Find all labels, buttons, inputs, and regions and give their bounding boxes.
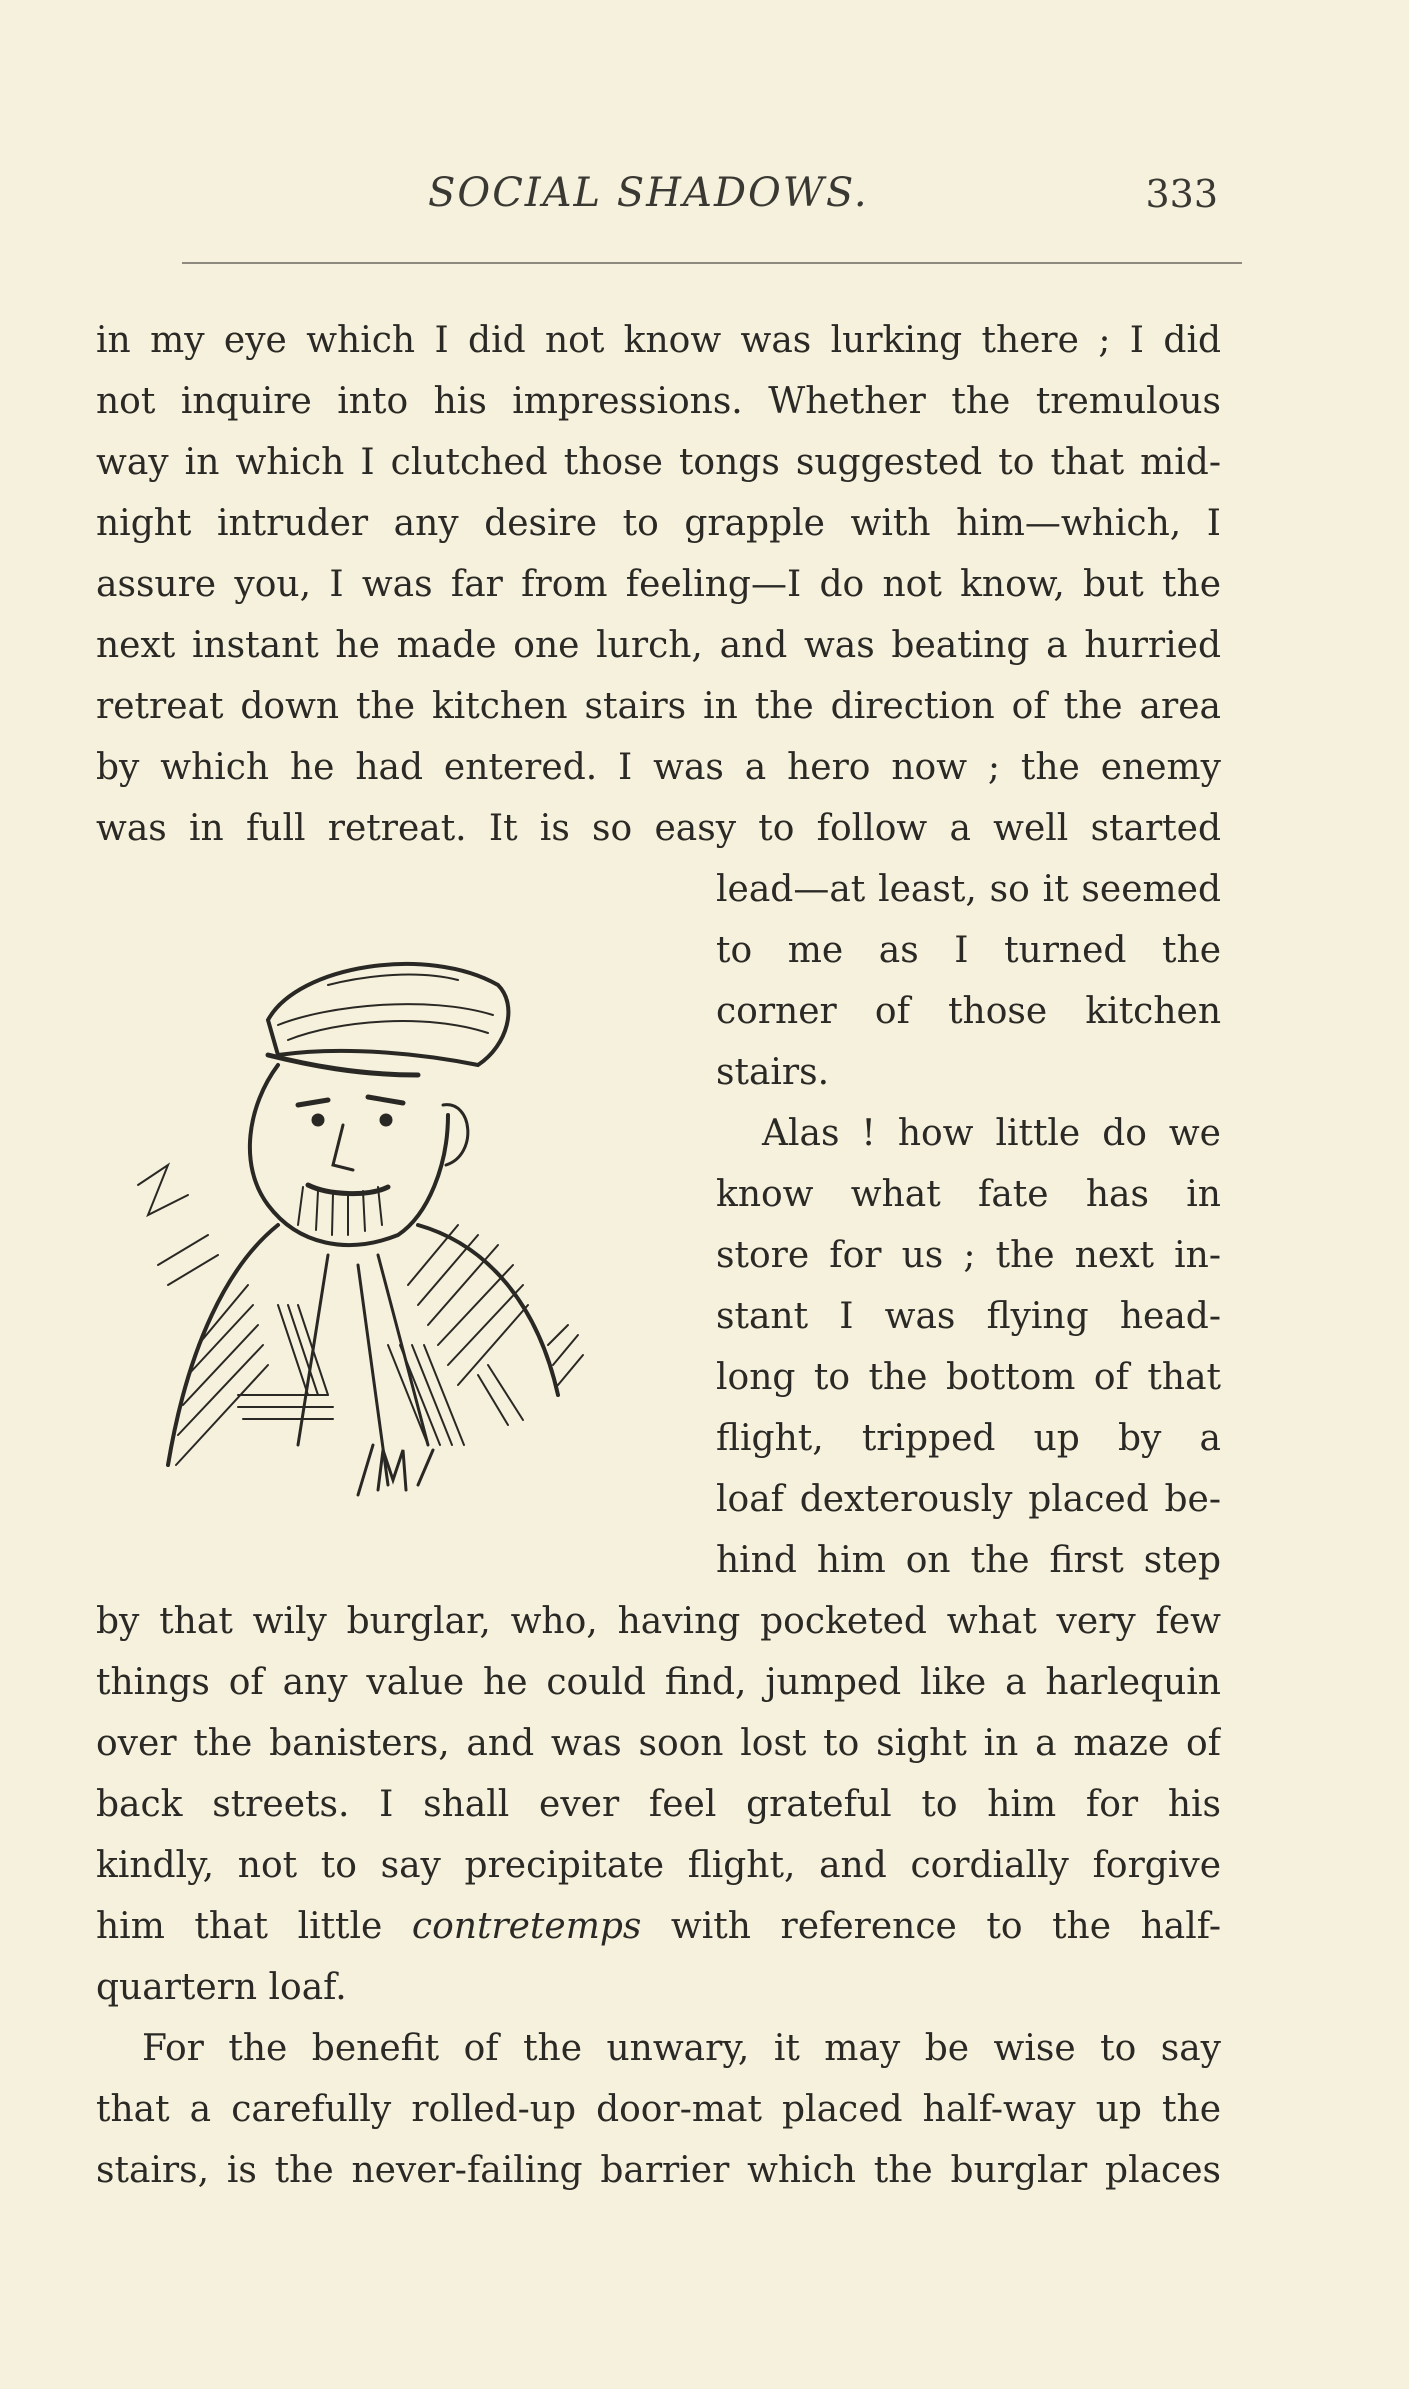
text-line: kindly, not to say precipitate flight, and cordially forgive <box>96 1845 1221 1886</box>
text-line: next instant he made one lurch, and was beating a hurried <box>96 625 1221 666</box>
text-line-narrow: store for us ; the next in- <box>716 1235 1221 1276</box>
text-fragment: with reference to the half- <box>641 1906 1221 1947</box>
text-line: For the benefit of the unwary, it may be wise to say <box>142 2028 1221 2069</box>
text-line: retreat down the kitchen stairs in the direction of the area <box>96 686 1221 727</box>
text-line-narrow: stant I was flying head- <box>716 1296 1221 1337</box>
text-line-narrow: loaf dexterously placed be- <box>716 1479 1221 1520</box>
text-line: by which he had entered. I was a hero now ; the enemy <box>96 747 1221 788</box>
text-line-narrow: corner of those kitchen <box>716 991 1221 1032</box>
text-line: in my eye which I did not know was lurking there ; I did <box>96 320 1221 361</box>
text-line: way in which I clutched those tongs suggested to that mid- <box>96 442 1221 483</box>
text-line-narrow: flight, tripped up by a <box>716 1418 1221 1459</box>
italic-term: contretemps <box>411 1906 642 1947</box>
page-number: 333 <box>1145 172 1218 216</box>
text-fragment: him that little <box>96 1906 412 1947</box>
text-line: stairs, is the never-failing barrier which the burglar places <box>96 2150 1221 2191</box>
text-line-narrow: to me as I turned the <box>716 930 1221 971</box>
text-line: back streets. I shall ever feel grateful to him for his <box>96 1784 1221 1825</box>
header-rule <box>182 262 1242 264</box>
text-line: night intruder any desire to grapple with him—which, I <box>96 503 1221 544</box>
text-line: was in full retreat. It is so easy to follow a well started <box>96 808 1221 849</box>
text-line-narrow: long to the bottom of that <box>716 1357 1221 1398</box>
text-line: things of any value he could find, jumped like a harlequin <box>96 1662 1221 1703</box>
text-line-narrow: stairs. <box>716 1052 830 1093</box>
text-line-narrow: hind him on the first step <box>716 1540 1221 1581</box>
text-line-with-italic <box>96 1896 1221 1957</box>
burglar-sketch <box>128 925 688 1515</box>
text-line: over the banisters, and was soon lost to sight in a maze of <box>96 1723 1221 1764</box>
text-line-narrow: Alas ! how little do we <box>762 1113 1221 1154</box>
text-line: that a carefully rolled-up door-mat placed half-way up the <box>96 2089 1221 2130</box>
text-line-narrow: lead—at least, so it seemed <box>716 869 1221 910</box>
running-title: SOCIAL SHADOWS. <box>428 170 869 216</box>
text-line: quartern loaf. <box>96 1967 347 2008</box>
text-line-narrow: know what fate has in <box>716 1174 1221 1215</box>
text-line: not inquire into his impressions. Whether the tremulous <box>96 381 1221 422</box>
text-line: by that wily burglar, who, having pocketed what very few <box>96 1601 1221 1642</box>
text-line: assure you, I was far from feeling—I do not know, but the <box>96 564 1221 605</box>
running-head <box>98 170 1218 230</box>
burglar-illustration <box>128 925 688 1515</box>
